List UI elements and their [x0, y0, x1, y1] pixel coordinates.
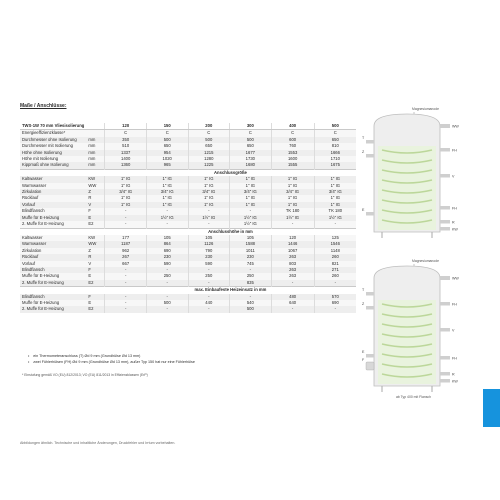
row-value: 600 [271, 137, 314, 143]
row-value: 1588 [230, 241, 272, 247]
row-label: Warmwasser [20, 183, 86, 189]
row-value: 650 [230, 143, 272, 149]
row-value: - [146, 208, 188, 214]
row-value: 267 [105, 254, 147, 260]
row-value: 120 [271, 235, 314, 241]
row-value: 1360 [105, 162, 147, 169]
row-unit: KW [86, 176, 105, 182]
row-value: 1" IG [314, 176, 356, 182]
row-unit: E [86, 273, 105, 279]
row-value: - [105, 215, 147, 221]
row-value: 1" IG [314, 183, 356, 189]
label-fh-bottom: FH [452, 206, 457, 211]
row-value: C [271, 130, 314, 137]
row-value: C [146, 130, 188, 137]
row-unit: KW [86, 235, 105, 241]
row-value: 570 [314, 294, 356, 300]
row-label: Zirkulation [20, 189, 86, 195]
row-unit: F [86, 294, 105, 300]
row-label: Rücklauf [20, 195, 86, 201]
row-value: 1680 [230, 162, 272, 169]
row-value: 1675 [314, 162, 356, 169]
row-value: 230 [188, 254, 230, 260]
row-unit: R [86, 195, 105, 201]
row-value: - [105, 273, 147, 279]
row-unit: F [86, 208, 105, 214]
section-spacer [20, 228, 105, 235]
row-value: - [146, 267, 188, 273]
section-title: max. Einbaufeste Heizeinsatz in mm [105, 287, 356, 294]
row-value: 835 [230, 280, 272, 287]
row-value: 1187 [105, 241, 147, 247]
row-value: 3/4" IG [188, 189, 230, 195]
row-value: 1148 [314, 248, 356, 254]
row-value: 1225 [188, 162, 230, 169]
diagram-caption: ab Typ 400 mit Flansch [396, 395, 431, 399]
row-value: 1" IG [188, 202, 230, 208]
row-value: 745 [230, 261, 272, 267]
row-value: 350 [105, 137, 147, 143]
label-t: T [362, 288, 365, 292]
label-v: V [452, 174, 455, 179]
connector-v [440, 328, 450, 332]
row-value: 1" IG [230, 176, 272, 182]
row-value: 300 [230, 123, 272, 130]
label-ww: WW [452, 124, 459, 129]
label-z: Z [362, 302, 365, 306]
row-value: 1600 [271, 156, 314, 162]
row-value: 1666 [314, 150, 356, 156]
footnote: * Einstufung gemäß VO (EU) 812/2013; VO (EU) 811/2013 in Effizienzklassen (ErP) [22, 373, 148, 377]
section-header [20, 228, 356, 235]
row-label: Zirkulation [20, 248, 86, 254]
row-value: - [146, 280, 188, 287]
row-value: - [105, 306, 147, 312]
label-kw: KW [452, 227, 458, 232]
row-value: 1" IG [105, 195, 147, 201]
row-label: Warmwasser [20, 241, 86, 247]
section-header [20, 169, 356, 176]
row-value: 1" IG [230, 183, 272, 189]
row-label: Höhe mit Isolierung [20, 156, 86, 162]
row-value: 1" IG [271, 176, 314, 182]
row-value: 1" IG [146, 195, 188, 201]
row-value: 1½" IG [146, 215, 188, 221]
row-value: 667 [105, 261, 147, 267]
note-text: ein Thermometeranschluss (T) Ød 9 mm (Grundhülse Ød 13 mm) [33, 354, 141, 358]
row-value: 500 [146, 300, 188, 306]
row-value: 263 [271, 273, 314, 279]
label-fh-bottom: FH [452, 356, 457, 361]
row-value: - [188, 306, 230, 312]
row-value: 1" IG [105, 183, 147, 189]
row-unit: Z [86, 189, 105, 195]
label-t: T [362, 136, 365, 140]
row-label: Muffe für E-Heizung [20, 215, 86, 221]
row-value: 440 [188, 300, 230, 306]
row-unit [86, 123, 105, 130]
row-value: 1446 [271, 241, 314, 247]
row-value: 1" IG [230, 195, 272, 201]
row-value: - [146, 294, 188, 300]
row-value: 3/4" IG [146, 189, 188, 195]
row-value: 1" IG [105, 176, 147, 182]
bullet-icon: • [28, 354, 30, 358]
row-label: Vorlauf [20, 202, 86, 208]
row-value: 1½" IG [314, 215, 356, 221]
row-unit: E [86, 215, 105, 221]
row-value: - [105, 267, 147, 273]
row-value: 590 [146, 261, 188, 267]
row-value: - [188, 221, 230, 228]
row-value: TK 180 [271, 208, 314, 214]
row-value: - [105, 208, 147, 214]
row-value: 650 [188, 143, 230, 149]
row-label: Kaltwasser [20, 176, 86, 182]
row-unit: mm [86, 150, 105, 156]
table-header-row [20, 123, 356, 130]
row-value: 250 [188, 273, 230, 279]
row-value: - [105, 221, 147, 228]
row-value: - [188, 280, 230, 287]
row-value: 1020 [146, 156, 188, 162]
row-unit: F [86, 267, 105, 273]
row-value: 821 [314, 261, 356, 267]
connector-fh-bottom [440, 356, 450, 360]
section-header [20, 287, 356, 294]
row-value: 1½" IG [271, 215, 314, 221]
disclaimer: Abbildungen ähnlich. Technische und inhaltliche Änderungen, Druckfehler und Irrtum vorbehalten. [20, 441, 176, 445]
row-label: Höhe ohne Isolierung [20, 150, 86, 156]
row-value: - [230, 208, 272, 214]
row-value: 640 [271, 300, 314, 306]
row-value: - [271, 306, 314, 312]
row-value: 1½" IG [230, 221, 272, 228]
row-value: 1280 [188, 156, 230, 162]
row-value: - [314, 306, 356, 312]
row-unit: WW [86, 183, 105, 189]
row-value: 177 [105, 235, 147, 241]
connector-e [366, 354, 374, 358]
label-f: F [362, 358, 365, 362]
row-value: 1½" IG [188, 215, 230, 221]
row-unit: mm [86, 137, 105, 143]
row-value: 105 [146, 235, 188, 241]
row-value: 1" IG [188, 195, 230, 201]
row-unit: mm [86, 162, 105, 169]
row-value: 500 [146, 137, 188, 143]
row-value: 1067 [271, 248, 314, 254]
label-ww: WW [452, 276, 459, 281]
row-value: 3/4" IG [105, 189, 147, 195]
row-value: - [271, 221, 314, 228]
row-value: 510 [105, 143, 147, 149]
row-label: Rücklauf [20, 254, 86, 260]
spec-table-body [20, 123, 356, 313]
row-value: 1011 [230, 248, 272, 254]
row-unit: V [86, 202, 105, 208]
row-value: - [105, 300, 147, 306]
label-r: R [452, 220, 455, 225]
row-value: 260 [314, 254, 356, 260]
flange-f [366, 362, 374, 370]
coil-area [378, 300, 436, 384]
row-value: 1126 [188, 241, 230, 247]
row-value: 230 [230, 254, 272, 260]
row-value: 3/4" IG [271, 189, 314, 195]
row-value: 790 [188, 248, 230, 254]
label-v: V [452, 328, 455, 333]
section-title: Anschlusshöhe in mm [105, 228, 356, 235]
row-unit: E2 [86, 221, 105, 228]
label-e: E [362, 208, 365, 212]
row-value: - [105, 280, 147, 287]
row-value: - [105, 294, 147, 300]
row-value: - [230, 294, 272, 300]
row-label: Blindflansch [20, 294, 86, 300]
row-value: 105 [230, 235, 272, 241]
row-value: 230 [146, 254, 188, 260]
row-value: C [230, 130, 272, 137]
row-label: Muffe für E-Heizung [20, 300, 86, 306]
row-value: 1" IG [230, 202, 272, 208]
row-value: - [188, 267, 230, 273]
bullet-icon: • [28, 360, 30, 364]
table-row [20, 221, 356, 228]
anode-label: Magnesiumanode [412, 107, 439, 111]
row-value: 500 [230, 137, 272, 143]
section-spacer [20, 169, 105, 176]
row-value: 1555 [271, 162, 314, 169]
row-value: 1337 [105, 150, 147, 156]
row-value: - [314, 280, 356, 287]
row-value: TK 180 [314, 208, 356, 214]
row-label: Blindflansch [20, 208, 86, 214]
row-value: 650 [146, 143, 188, 149]
row-value: - [146, 221, 188, 228]
row-value: 500 [188, 137, 230, 143]
notes [28, 353, 195, 365]
row-unit: Z [86, 248, 105, 254]
row-value: 1" IG [271, 202, 314, 208]
row-label: Energieeffizienzklasse* [20, 130, 86, 137]
row-value: 540 [230, 300, 272, 306]
row-value: 263 [271, 267, 314, 273]
row-value: - [188, 294, 230, 300]
row-unit: R [86, 254, 105, 260]
row-unit [86, 130, 105, 137]
connector-t [366, 292, 374, 296]
row-value: 1" IG [146, 176, 188, 182]
row-value: 500 [314, 123, 356, 130]
row-value: 1½" IG [230, 215, 272, 221]
connector-z [366, 306, 374, 310]
row-value: 200 [188, 123, 230, 130]
row-unit: E2 [86, 306, 105, 312]
row-value: 1" IG [105, 202, 147, 208]
row-value: 1" IG [188, 183, 230, 189]
row-unit: mm [86, 143, 105, 149]
row-value: 500 [230, 306, 272, 312]
connector-kw [440, 379, 450, 383]
row-value: 1" IG [314, 202, 356, 208]
row-value: 260 [314, 273, 356, 279]
row-value: 690 [314, 300, 356, 306]
row-value: 1553 [271, 150, 314, 156]
table-row [20, 130, 356, 137]
row-unit: E [86, 300, 105, 306]
label-kw: KW [452, 379, 458, 384]
row-label: Blindflansch [20, 267, 86, 273]
row-label: Muffe für E-Heizung [20, 273, 86, 279]
row-unit: mm [86, 156, 105, 162]
row-value: 760 [271, 143, 314, 149]
row-value: - [314, 221, 356, 228]
row-value: 954 [146, 150, 188, 156]
row-label: TWS-1W 70 mm Vliesisolierung [22, 123, 85, 128]
row-value: 105 [188, 235, 230, 241]
row-value: 150 [146, 123, 188, 130]
row-label: Durchmesser ohne Isolierung [20, 137, 86, 143]
row-value: - [146, 306, 188, 312]
label-r: R [452, 372, 455, 377]
row-value: 1" IG [188, 176, 230, 182]
table-row [20, 280, 356, 287]
row-value: 650 [314, 137, 356, 143]
row-unit: E2 [86, 280, 105, 287]
note-item [28, 359, 195, 365]
row-unit: V [86, 261, 105, 267]
row-value: 1400 [105, 156, 147, 162]
row-value: 400 [271, 123, 314, 130]
row-value: 810 [314, 143, 356, 149]
label-e: E [362, 350, 365, 354]
row-label: Vorlauf [20, 261, 86, 267]
row-value: 1" IG [271, 195, 314, 201]
row-value: 1546 [314, 241, 356, 247]
row-value: 1" IG [146, 202, 188, 208]
table-row [20, 306, 356, 312]
connector-r [440, 372, 450, 376]
section-spacer [20, 287, 105, 294]
row-value: - [188, 208, 230, 214]
row-value: 480 [271, 294, 314, 300]
row-value: C [188, 130, 230, 137]
row-value: 965 [146, 162, 188, 169]
row-value: 803 [271, 261, 314, 267]
row-value: 271 [314, 267, 356, 273]
connector-fh-top [440, 302, 450, 306]
row-value: - [271, 280, 314, 287]
row-value: 1710 [314, 156, 356, 162]
page-heading: Maße / Anschlüsse: [20, 103, 67, 109]
row-value: 125 [314, 235, 356, 241]
row-value: 250 [146, 273, 188, 279]
row-value: 962 [105, 248, 147, 254]
row-value: 1215 [188, 150, 230, 156]
connector-ww [440, 276, 450, 280]
row-value: 1677 [230, 150, 272, 156]
table-row [20, 162, 356, 169]
row-label: 2. Muffe für E-Heizung [20, 221, 86, 228]
label-z: Z [362, 150, 365, 154]
label-fh-top: FH [452, 148, 457, 153]
row-label: Kippmaß ohne Isolierung [20, 162, 86, 169]
row-value: 1" IG [271, 183, 314, 189]
row-value: 120 [105, 123, 147, 130]
row-label: Kaltwasser [20, 235, 86, 241]
row-label: 2. Muffe für E-Heizung [20, 306, 86, 312]
row-unit: WW [86, 241, 105, 247]
row-value: 590 [188, 261, 230, 267]
row-label: Durchmesser mit Isolierung [20, 143, 86, 149]
note-text: zwei Fühlerhülsen (FH) Ød 9 mm (Grundhülse Ød 13 mm), außer Typ 150 hat nur eine Fühlerhülse [33, 360, 195, 364]
row-value: - [230, 267, 272, 273]
tank-diagram-2 [362, 0, 500, 500]
row-value: 263 [271, 254, 314, 260]
row-label: 2. Muffe für E-Heizung [20, 280, 86, 287]
row-value: 250 [230, 273, 272, 279]
row-value: 3/4" IG [230, 189, 272, 195]
row-value: 1" IG [146, 183, 188, 189]
label-fh-top: FH [452, 302, 457, 307]
row-value: 864 [146, 241, 188, 247]
spec-table [20, 123, 356, 313]
section-title: Anschlussgröße [105, 169, 356, 176]
row-value: 1" IG [314, 195, 356, 201]
row-value: 690 [146, 248, 188, 254]
row-value: 1730 [230, 156, 272, 162]
row-value: C [314, 130, 356, 137]
row-value: 3/4" IG [314, 189, 356, 195]
row-value: C [105, 130, 147, 137]
anode-label: Magnesiumanode [412, 259, 439, 263]
